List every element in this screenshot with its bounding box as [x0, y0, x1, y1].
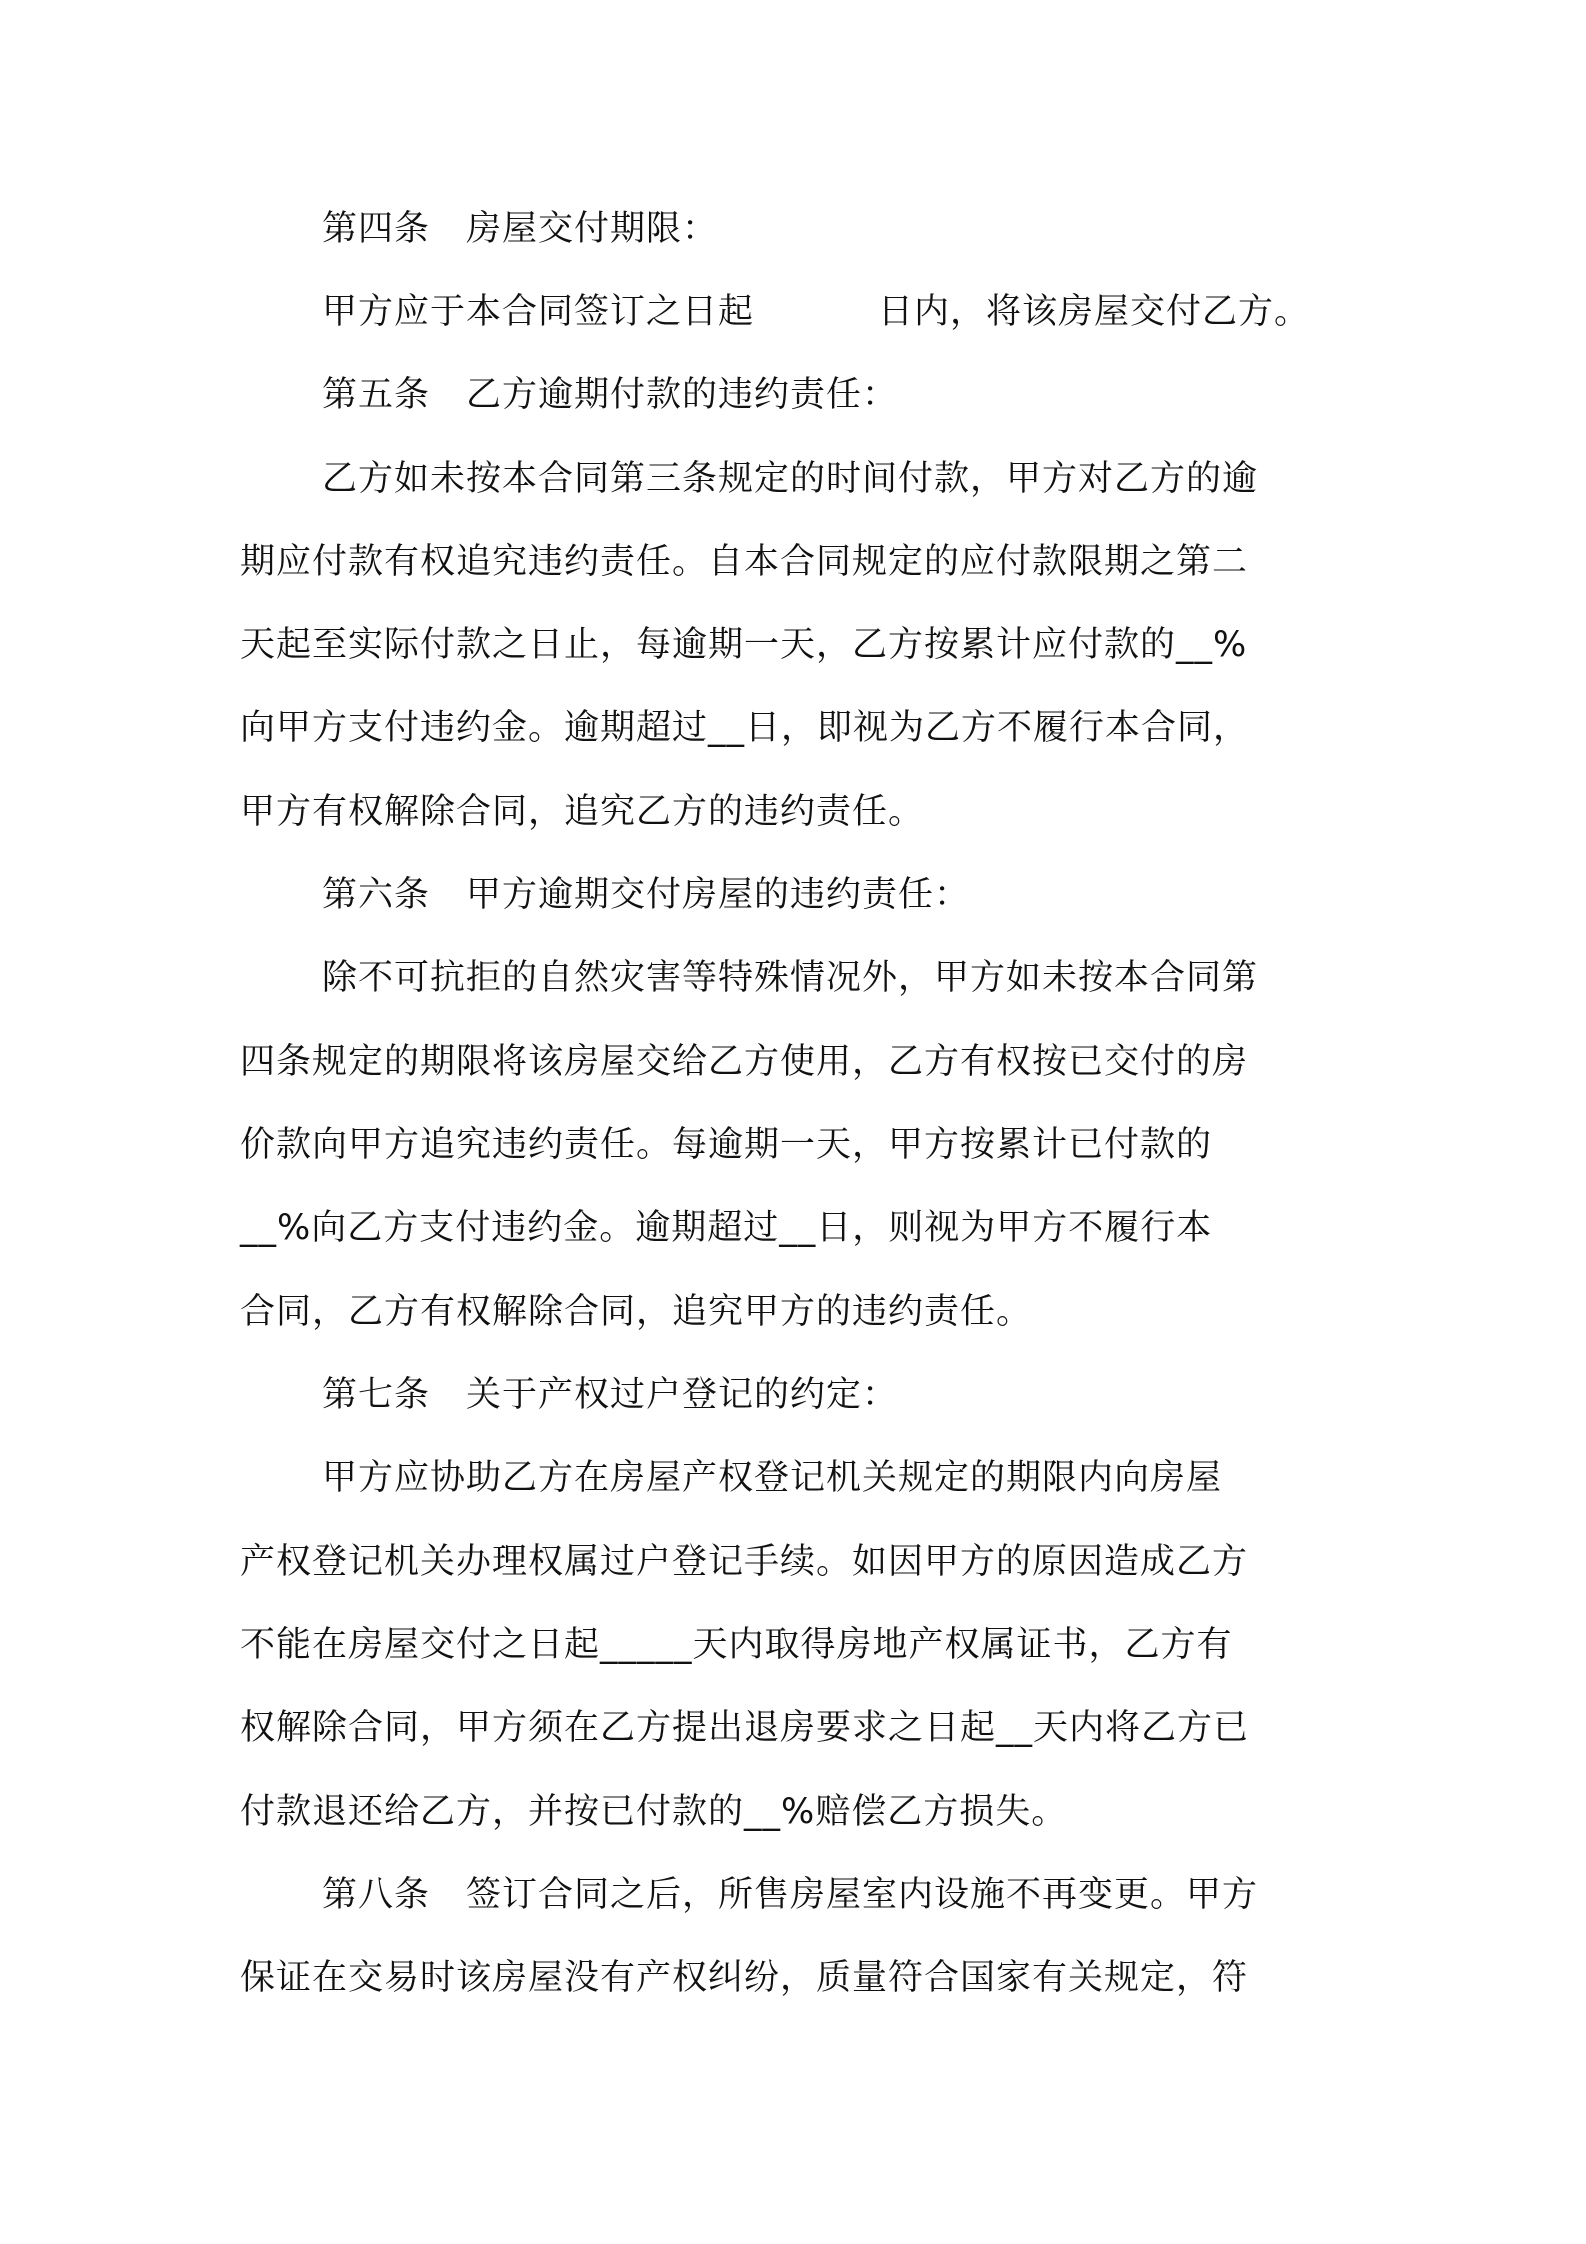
article-4-heading: 第四条 房屋交付期限：	[322, 209, 719, 249]
article-6-heading: 第六条 甲方逾期交付房屋的违约责任：	[322, 875, 971, 915]
article-4-text-part-1: 甲方应于本合同签订之日起	[322, 292, 755, 332]
article-7-paragraph-line: 付款退还给乙方，并按已付款的__%赔偿乙方损失。	[240, 1792, 1068, 1832]
article-6-paragraph-line: __%向乙方支付违约金。逾期超过__日，则视为甲方不履行本	[240, 1208, 1213, 1248]
article-7-heading: 第七条 关于产权过户登记的约定：	[322, 1375, 899, 1415]
article-7-paragraph-line: 不能在房屋交付之日起_____天内取得房地产权属证书，乙方有	[240, 1625, 1233, 1665]
article-4-text	[322, 292, 1311, 332]
article-6-paragraph-line: 价款向甲方追究违约责任。每逾期一天，甲方按累计已付款的	[240, 1125, 1213, 1165]
article-6-paragraph-line: 除不可抗拒的自然灾害等特殊情况外，甲方如未按本合同第	[322, 958, 1259, 998]
article-5-paragraph-line: 天起至实际付款之日止，每逾期一天，乙方按累计应付款的__%	[240, 625, 1248, 665]
article-5-paragraph-line: 向甲方支付违约金。逾期超过__日，即视为乙方不履行本合同，	[240, 708, 1250, 748]
article-5-paragraph-line: 乙方如未按本合同第三条规定的时间付款，甲方对乙方的逾	[322, 459, 1259, 499]
article-8-paragraph-line: 第八条 签订合同之后，所售房屋室内设施不再变更。甲方	[322, 1875, 1259, 1915]
article-7-paragraph-line: 甲方应协助乙方在房屋产权登记机关规定的期限内向房屋	[322, 1458, 1223, 1498]
article-7-paragraph-line: 权解除合同，甲方须在乙方提出退房要求之日起__天内将乙方已	[240, 1708, 1250, 1748]
article-6-paragraph-line: 四条规定的期限将该房屋交给乙方使用，乙方有权按已交付的房	[240, 1042, 1249, 1082]
article-7-paragraph-line: 产权登记机关办理权属过户登记手续。如因甲方的原因造成乙方	[240, 1542, 1249, 1582]
article-4-text-part-2: 日内，将该房屋交付乙方。	[878, 292, 1311, 332]
article-6-paragraph-line: 合同，乙方有权解除合同，追究甲方的违约责任。	[240, 1292, 1033, 1332]
article-5-paragraph-line: 期应付款有权追究违约责任。自本合同规定的应付款限期之第二	[240, 542, 1249, 582]
article-5-heading: 第五条 乙方逾期付款的违约责任：	[322, 375, 899, 415]
article-8-paragraph-line: 保证在交易时该房屋没有产权纠纷，质量符合国家有关规定，符	[240, 1958, 1249, 1998]
article-5-paragraph-line: 甲方有权解除合同，追究乙方的违约责任。	[240, 792, 925, 832]
